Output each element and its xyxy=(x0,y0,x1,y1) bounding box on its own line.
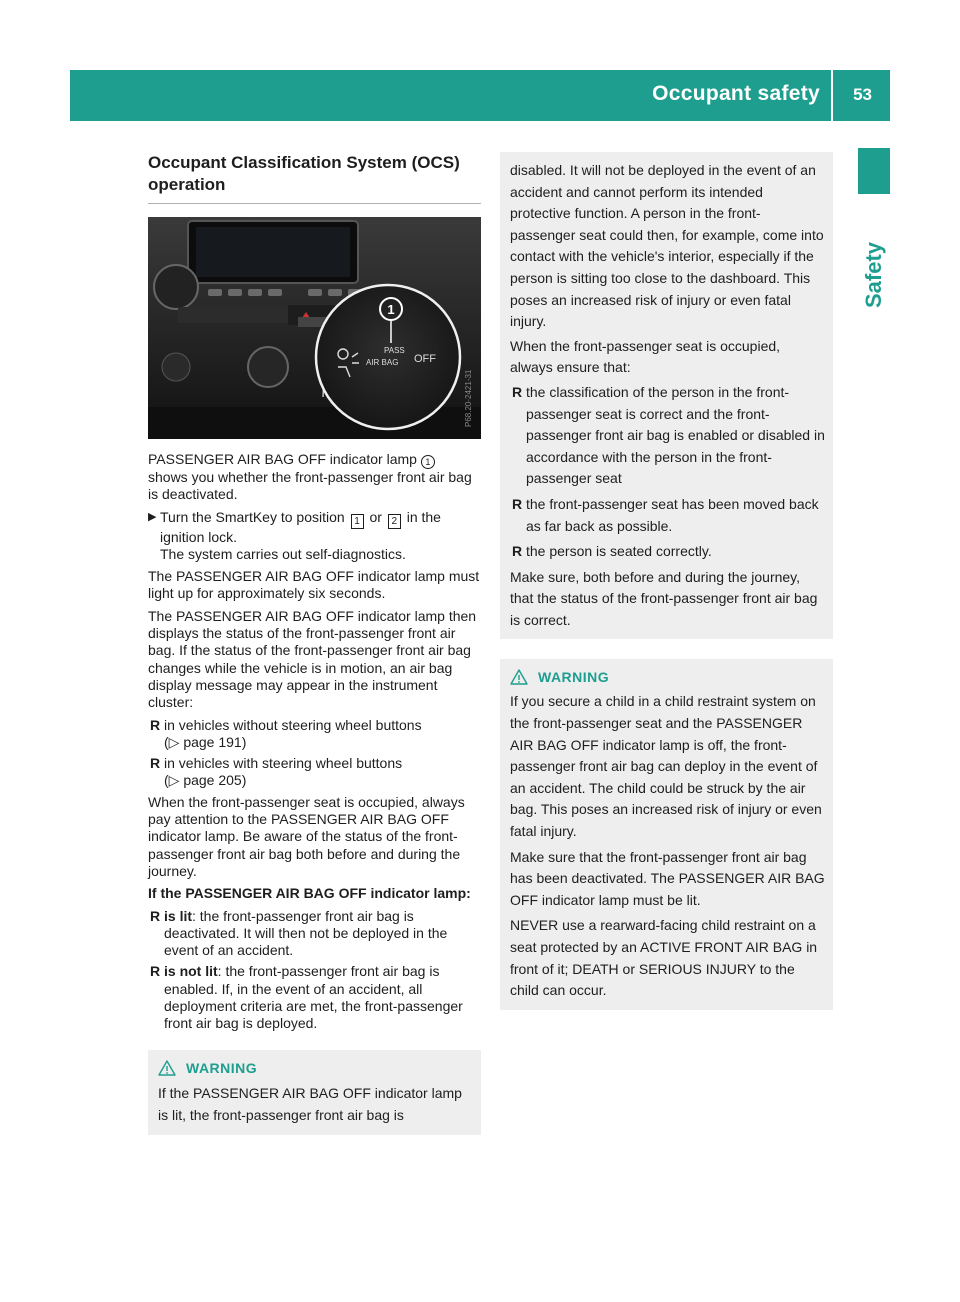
list-item: R is not lit: the front-passenger front air bag is enabled. If, in the event of an accident, all deployment criteria are met, the front-passenger front air bag is deployed. xyxy=(150,963,463,1032)
warning-triangle-icon xyxy=(158,1060,176,1076)
warning-heading: WARNING xyxy=(158,1060,471,1076)
left-column xyxy=(148,152,481,1135)
list-item: R the front-passenger seat has been moved back as far back as possible. xyxy=(512,495,819,534)
list-item: R in vehicles without steering wheel buttons (▷ page 191) xyxy=(150,716,422,750)
warning-text: If you secure a child in a child restraint system on the front-passenger seat and the PASSENGER AIR BAG OFF indicator lamp is off, the front-passenger front air bag can deploy in the event of an accident. The child could be struck by the air bag. This poses an increased risk of injury or even fatal injury. xyxy=(510,693,822,840)
warning-triangle-icon xyxy=(510,669,528,685)
subheading: If the PASSENGER AIR BAG OFF indicator lamp: xyxy=(148,885,471,902)
bullet-icon: R xyxy=(512,543,523,560)
warning-text: NEVER use a rearward-facing child restraint on a seat protected by an ACTIVE FRONT AIR BAG in front of it; DEATH or SERIOUS INJURY to the child can occur. xyxy=(510,917,818,999)
page-reference-link[interactable]: (▷ page 205) xyxy=(164,772,247,789)
paragraph: When the front-passenger seat is occupied, always ensure that: xyxy=(510,337,781,376)
page-reference-link[interactable]: (▷ page 191) xyxy=(164,733,247,750)
photo-label-off: OFF xyxy=(414,353,436,365)
photo-label-pass: PASS xyxy=(384,346,405,355)
instruction-step: ▶ Turn the SmartKey to position 1 or 2 in the ignition lock. The system carries out self-diagnostics. xyxy=(148,508,441,562)
page-number: 53 xyxy=(853,85,872,104)
warning-continuation-box xyxy=(500,152,833,639)
paragraph: The PASSENGER AIR BAG OFF indicator lamp then displays the status of the front-passenger front air bag. If the status of the front-passenger front air bag changes while the vehicle is in motion, an air bag display message may appear in the instrument cluster: xyxy=(148,607,477,711)
photo-code: P68.20-2421-31 xyxy=(464,369,473,427)
bullet-icon: R xyxy=(150,963,161,980)
bullet-icon: R xyxy=(150,755,161,772)
warning-box xyxy=(500,659,833,1009)
photo-callout: 1 xyxy=(387,302,395,317)
key-position-1: 1 xyxy=(351,514,364,529)
warning-text: Make sure that the front-passenger front air bag has been deactivated. The PASSENGER AIR BAG OFF indicator lamp must be lit. xyxy=(510,848,825,908)
key-position-2: 2 xyxy=(388,514,401,529)
side-label-text: Safety xyxy=(861,241,886,309)
section-title-header: Occupant safety xyxy=(652,82,820,105)
paragraph: When the front-passenger seat is occupied, always pay attention to the PASSENGER AIR BAG OFF indicator lamp. Be aware of the status of the front-passenger front air bag both before and during the journey. xyxy=(148,793,465,879)
side-tab-marker xyxy=(858,148,890,194)
right-column xyxy=(500,152,833,1010)
warning-text: If the PASSENGER AIR BAG OFF indicator lamp is lit, the front-passenger front air bag is xyxy=(158,1084,462,1123)
header-bar xyxy=(70,70,890,121)
callout-1-icon: 1 xyxy=(421,455,435,469)
side-label xyxy=(858,215,890,335)
list-item: R the person is seated correctly. xyxy=(510,541,825,563)
bullet-icon: R xyxy=(150,716,161,733)
header-separator xyxy=(831,70,833,121)
list-item: R in vehicles with steering wheel buttons (▷ page 205) xyxy=(150,755,403,789)
bullet-icon: R xyxy=(512,495,523,512)
image-caption: PASSENGER AIR BAG OFF indicator lamp 1 shows you whether the front-passenger front air bag is deactivated. xyxy=(148,451,472,503)
step-arrow-icon: ▶ xyxy=(148,510,157,523)
warning-box xyxy=(148,1050,481,1135)
list-item: R the classification of the person in the front-passenger seat is correct and the front-passenger front air bag is enabled or disabled in accordance with the person in the front-passenger seat xyxy=(512,383,825,487)
paragraph: disabled. It will not be deployed in the event of an accident and cannot perform its intended protective function. A person in the front-passenger seat could then, for example, come into contact with the vehicle's interior, especially if the person is sitting too close to the dashboard. This poses an increased risk of injury or even fatal injury. xyxy=(510,162,824,330)
list-item: R is lit: the front-passenger front air bag is deactivated. It will then not be deployed in the event of an accident. xyxy=(150,907,448,959)
photo-label-airbag: AIR BAG xyxy=(366,358,399,367)
dashboard-photo xyxy=(148,217,481,439)
paragraph: The PASSENGER AIR BAG OFF indicator lamp must light up for approximately six seconds. xyxy=(148,568,480,602)
bullet-icon: R xyxy=(150,907,161,924)
ocs-title: Occupant Classification System (OCS) operation xyxy=(148,152,481,204)
paragraph: Make sure, both before and during the journey, that the status of the front-passenger front air bag is correct. xyxy=(510,568,818,628)
bullet-icon: R xyxy=(512,383,523,400)
warning-heading: WARNING xyxy=(510,669,825,685)
